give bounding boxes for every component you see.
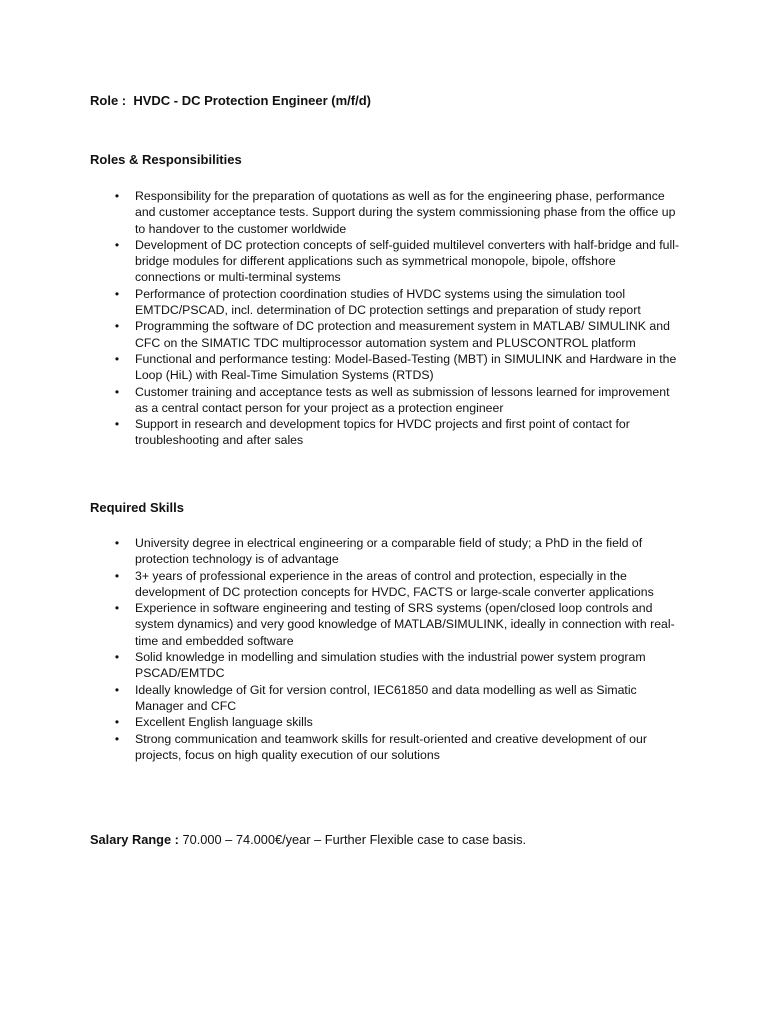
list-item <box>112 649 682 682</box>
list-item-text: Excellent English language skills <box>135 715 313 730</box>
list-item-text: Customer training and acceptance tests as well as submission of lessons learned for improvement as a central contact person for your project as a protection engineer <box>135 384 670 415</box>
responsibilities-heading: Roles & Responsibilities <box>90 152 242 167</box>
bullet-icon: • <box>114 351 120 366</box>
salary-label: Salary Range : <box>90 832 179 847</box>
bullet-icon: • <box>114 715 120 730</box>
list-item <box>112 384 682 417</box>
list-item-text: Strong communication and teamwork skills for result-oriented and creative development of our projects, focus on high quality execution of our solutions <box>135 731 647 762</box>
bullet-icon: • <box>114 731 120 746</box>
role-title-line <box>90 93 371 108</box>
bullet-icon: • <box>114 568 120 583</box>
list-item-text: Functional and performance testing: Model-Based-Testing (MBT) in SIMULINK and Hardware in the Loop (HiL) with Real-Time Simulation Systems (RTDS) <box>135 351 677 383</box>
list-item-text: Experience in software engineering and testing of SRS systems (open/closed loop controls and system dynamics) and very good knowledge of MATLAB/SIMULINK, ideally in connection with real-time and embedded software <box>135 601 675 648</box>
salary-value: 70.000 – 74.000€/year – Further Flexible case to case basis. <box>182 832 527 847</box>
list-item <box>112 416 682 449</box>
list-item-text: Development of DC protection concepts of self-guided multilevel converters with half-bridge and full-bridge modules for different applications such as symmetrical monopole, bipole, offshore connections or multi-terminal systems <box>135 237 680 285</box>
bullet-icon: • <box>114 286 120 301</box>
skills-heading: Required Skills <box>90 500 184 515</box>
bullet-icon: • <box>114 319 120 334</box>
list-item-text: Responsibility for the preparation of quotations as well as for the engineering phase, performance and customer acceptance tests. Support during the system commissioning phase from the office up to handover to the customer worldwide <box>135 189 676 236</box>
role-title: HVDC - DC Protection Engineer (m/f/d) <box>133 93 371 108</box>
bullet-icon: • <box>114 384 120 399</box>
bullet-icon: • <box>114 682 120 697</box>
list-item <box>112 568 682 601</box>
responsibilities-list <box>112 188 682 449</box>
bullet-icon: • <box>114 601 120 616</box>
skills-list <box>112 535 682 763</box>
list-item-text: Programming the software of DC protection and measurement system in MATLAB/ SIMULINK and CFC on the SIMATIC TDC multiprocessor automation system and PLUSCONTROL platform <box>135 319 670 350</box>
bullet-icon: • <box>114 189 120 203</box>
salary-range-line <box>90 832 526 847</box>
list-item-text: University degree in electrical engineering or a comparable field of study; a PhD in the field of protection technology is of advantage <box>135 536 643 567</box>
role-label: Role : <box>90 93 127 108</box>
list-item <box>112 237 682 286</box>
list-item-text: Solid knowledge in modelling and simulation studies with the industrial power system program PSCAD/EMTDC <box>135 650 646 681</box>
list-item <box>112 731 682 764</box>
list-item <box>112 188 682 237</box>
bullet-icon: • <box>114 536 120 550</box>
list-item <box>112 286 682 319</box>
list-item <box>112 714 682 730</box>
list-item <box>112 682 682 715</box>
list-item <box>112 351 682 384</box>
list-item-text: 3+ years of professional experience in the areas of control and protection, especially in the development of DC protection concepts for HVDC, FACTS or large-scale converter applications <box>135 568 654 599</box>
list-item <box>112 535 682 568</box>
list-item-text: Ideally knowledge of Git for version control, IEC61850 and data modelling as well as Simatic Manager and CFC <box>135 682 637 713</box>
bullet-icon: • <box>114 417 120 432</box>
list-item-text: Performance of protection coordination studies of HVDC systems using the simulation tool EMTDC/PSCAD, incl. determination of DC protection settings and preparation of study report <box>135 286 641 318</box>
list-item-text: Support in research and development topics for HVDC projects and first point of contact for troubleshooting and after sales <box>135 417 630 448</box>
bullet-icon: • <box>114 237 120 252</box>
list-item <box>112 600 682 649</box>
list-item <box>112 318 682 351</box>
bullet-icon: • <box>114 650 120 665</box>
